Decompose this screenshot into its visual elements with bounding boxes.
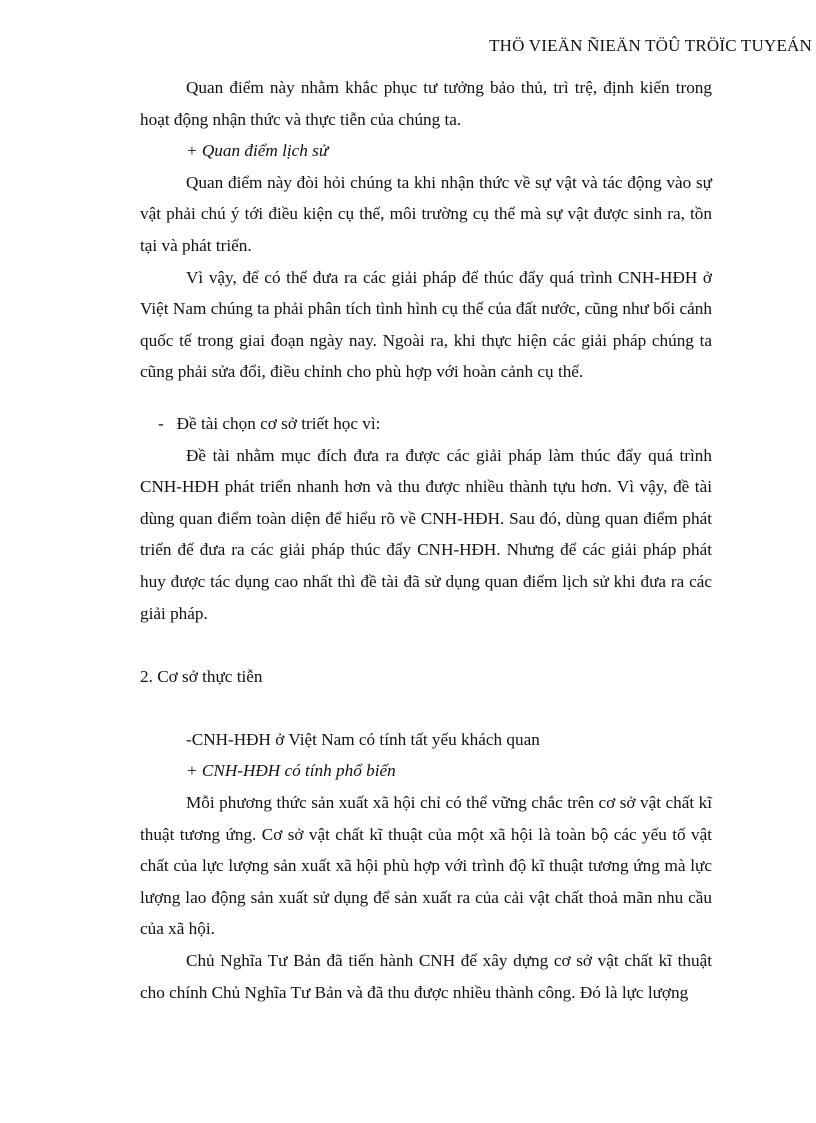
spacer [140,692,712,724]
bullet-philosophy-reason: - Đề tài chọn cơ sở triết học vì: [158,413,381,433]
paragraph-intro: Quan điểm này nhằm khắc phục tư tưởng bảo thủ, trì trệ, định kiến trong hoạt động nhận thức và thực tiễn của chúng ta. [140,78,712,129]
paragraph-therefore: Vì vậy, để có thể đưa ra các giải pháp để thúc đẩy quá trình CNH-HĐH ở Việt Nam chúng ta phải phân tích tình hình cụ thể của đất nước, cũng như bối cảnh quốc tế trong giai đoạn ngày nay. Ngoài ra, khi thực hiện các giải pháp chúng ta cũng phải sửa đổi, điều chỉnh cho phù hợp với hoàn cảnh cụ thể. [140,267,712,382]
paragraph-production-mode: Mỗi phương thức sản xuất xã hội chỉ có thể vững chắc trên cơ sở vật chất kĩ thuật tương ứng. Cơ sở vật chất kĩ thuật của một xã hội là toàn bộ các yếu tố vật chất của lực lượng sản xuất xã hội phù hợp với trình độ kĩ thuật tương ứng mà lực lượng lao động sản xuất sử dụng để sản xuất ra của cải vật chất thoả mãn nhu cầu của xã hội. [140,793,712,939]
paragraph-capitalism: Chủ Nghĩa Tư Bản đã tiến hành CNH để xây dựng cơ sở vật chất kĩ thuật cho chính Chủ Nghĩa Tư Bản và đã thu được nhiều thành công. Đó là lực lượng [140,951,712,1002]
spacer [140,388,712,408]
subheading-universality: + CNH-HĐH có tính phổ biến [186,761,396,781]
paragraph-historical-view: Quan điểm này đòi hỏi chúng ta khi nhận thức về sự vật và tác động vào sự vật phải chú ý tới điều kiện cụ thể, môi trường cụ thể mà sự vật được sinh ra, tồn tại và phát triển. [140,172,712,255]
point-objective-necessity: -CNH-HĐH ở Việt Nam có tính tất yếu khách quan [186,729,540,749]
paragraph-topic-purpose: Đề tài nhằm mục đích đưa ra được các giải pháp làm thúc đẩy quá trình CNH-HĐH phát triển nhanh hơn và thu được nhiều thành tựu hơn. Vì vậy, đề tài dùng quan điểm toàn diện để hiểu rõ về CNH-HĐH. Sau đó, dùng quan điểm phát triển để đưa ra các giải pháp thúc đẩy CNH-HĐH. Nhưng để các giải pháp phát huy được tác dụng cao nhất thì đề tài đã sử dụng quan điểm lịch sử khi đưa ra các giải pháp. [140,445,712,623]
subheading-historical-view: + Quan điểm lịch sử [186,141,329,161]
page-header: THÖ VIEÄN ÑIEÄN TÖÛ TRÖÏC TUYEÁN [489,36,812,55]
section-heading-practical-basis: 2. Cơ sở thực tiễn [140,666,263,686]
document-body [140,72,712,1008]
spacer [140,629,712,661]
